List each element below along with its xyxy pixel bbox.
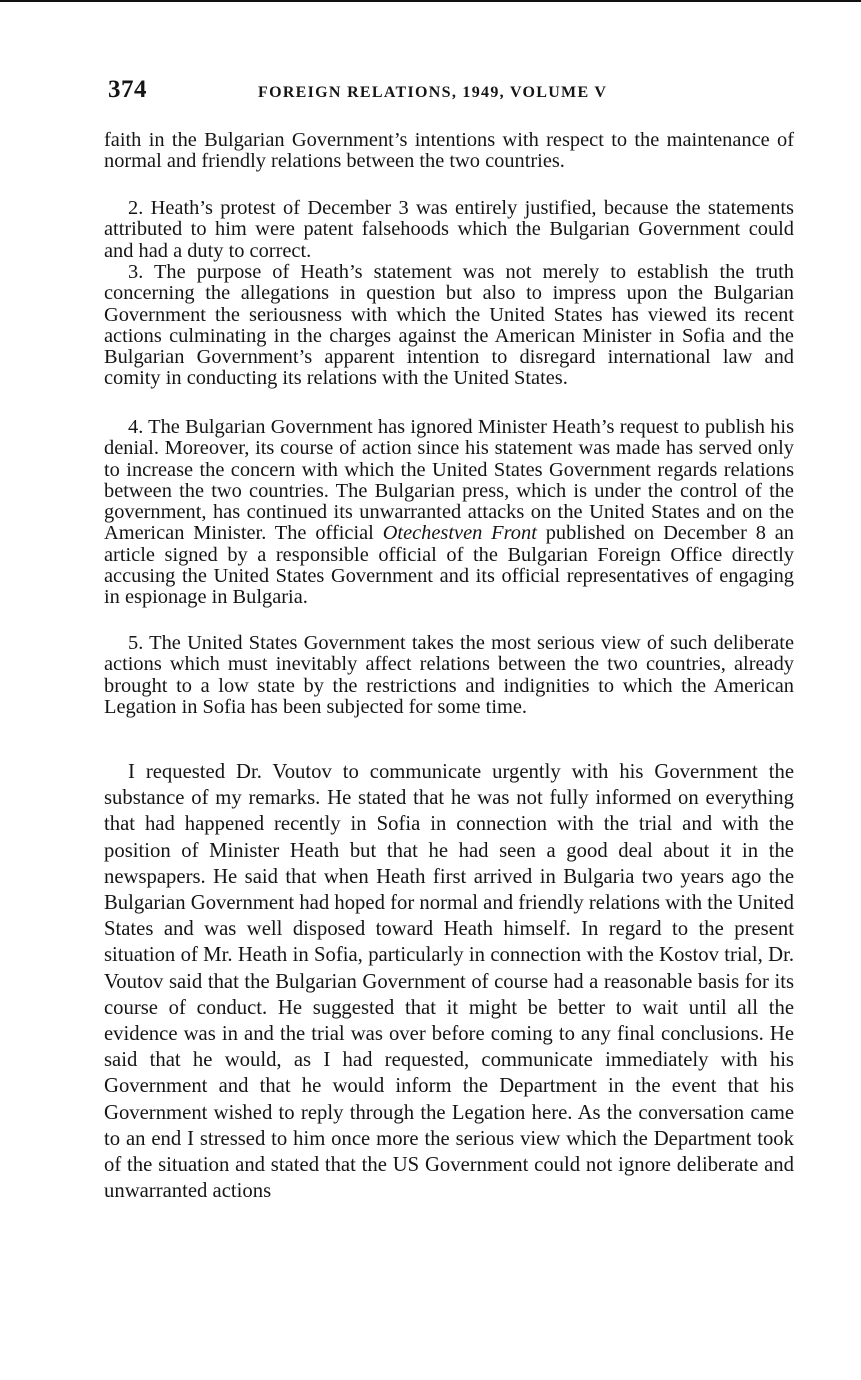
top-edge-rule	[0, 0, 861, 2]
main-paragraph: I requested Dr. Voutov to communicate urgently with his Government the substance of my remarks. He stated that he was not fully informed on everything that had happened recently in Sofia in connection with the trial and with the position of Minister Heath but that he had seen a good deal about it in the newspapers. He said that when Heath first arrived in Bulgaria two years ago the Bulgarian Government had hoped for normal and friendly relations with the United States and was well disposed toward Heath himself. In regard to the present situation of Mr. Heath in Sofia, particularly in connection with the Kostov trial, Dr. Voutov said that the Bulgarian Government of course had a reasonable basis for its course of conduct. He suggested that it might be better to wait until all the evidence was in and the trial was over before coming to any final conclusions. He said that he would, as I had requested, communicate immediately with his Government and that he would inform the Department in the event that his Government wished to reply through the Legation here. As the conversation came to an end I stressed to him once more the serious view which the Department took of the situation and stated that the US Government could not ignore deliberate and unwarranted actions	[104, 761, 794, 1203]
page-number: 374	[108, 76, 147, 103]
running-head: FOREIGN RELATIONS, 1949, VOLUME V	[258, 84, 608, 101]
point-3-paragraph: 3. The purpose of Heath’s statement was not merely to establish the truth concerning the allegations in question but also to impress upon the Bulgarian Government the seriousness with which the United States has viewed its recent actions culminating in the charges against the American Minister in Sofia and the Bulgarian Government’s apparent intention to disregard international law and comity in conducting its relations with the United States.	[104, 261, 794, 390]
page-header	[108, 76, 796, 110]
continuation-paragraph: faith in the Bulgarian Government’s intentions with respect to the maintenance of normal and friendly relations between the two countries.	[104, 129, 794, 173]
point-4-text-end: published on December 8 an article signed by a responsible official of the Bulgarian Foreign Office directly accusing the United States Government and its official representatives of engaging in espionage in Bulgaria.	[104, 522, 794, 609]
newspaper-title: Otechestven Front	[382, 522, 537, 545]
point-2-paragraph: 2. Heath’s protest of December 3 was entirely justified, because the statements attributed to him were patent falsehoods which the Bulgarian Government could and had a duty to correct.	[104, 197, 794, 262]
point-5-paragraph: 5. The United States Government takes the most serious view of such deliberate actions which must inevitably affect relations between the two countries, already brought to a low state by the restrictions and indignities to which the American Legation in Sofia has been subjected for some time.	[104, 632, 794, 718]
point-4-paragraph	[104, 417, 794, 609]
point-4-text-start: 4. The Bulgarian Government has ignored Minister Heath’s request to publish his denial. Moreover, its course of action since his statement was made has served only to increase the concern with which the United States Government regards relations between the two countries. The Bulgarian press, which is under the control of the government, has continued its unwarranted attacks on the United States and on the American Minister. The official	[104, 416, 794, 545]
